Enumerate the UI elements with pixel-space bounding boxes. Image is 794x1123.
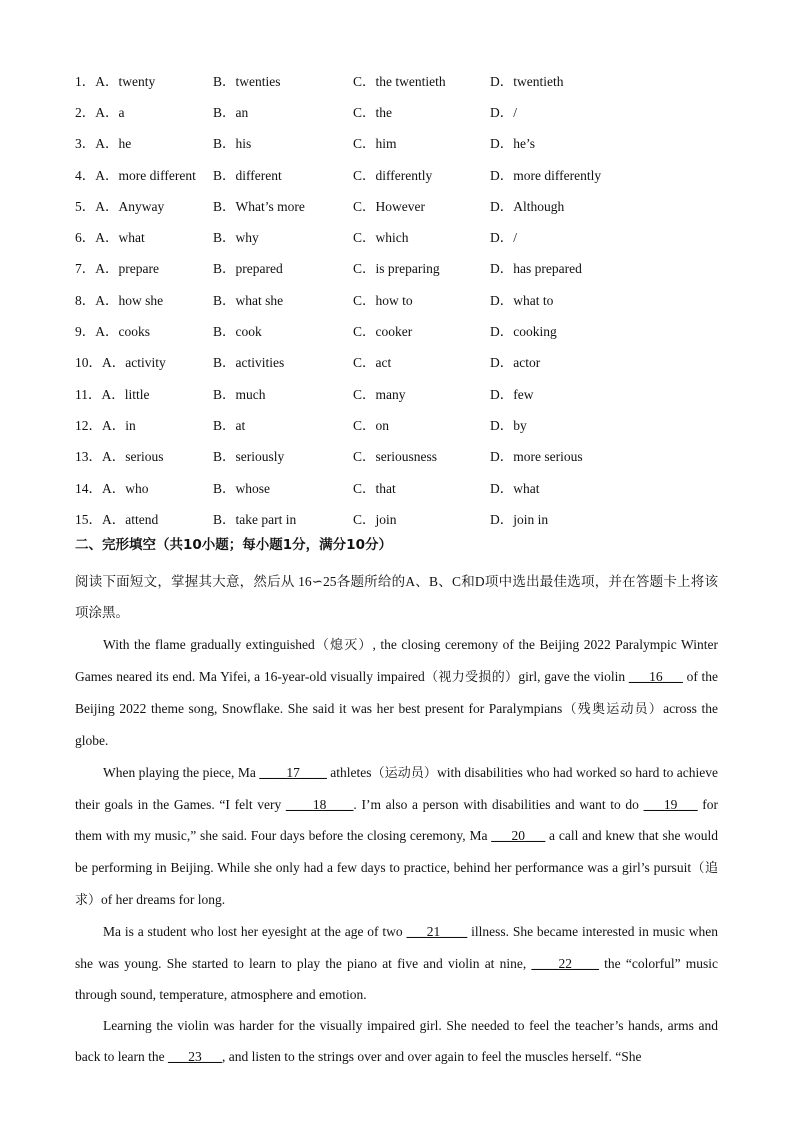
option-d-text: D．more differently <box>490 167 602 183</box>
passage-paragraph-1: With the flame gradually extinguished（熄灭）, the closing ceremony of the Beijing 2022 Paralympic Winter Games neared its end. Ma Yifei, a 16-year-old visually impaired（视力受损的）girl, gave the violin ___16___ of the Beijing 2022 theme song, Snowflake. She said it was her best present for Paralympians（残奥运动员）across the globe. <box>75 636 719 749</box>
option-d <box>490 414 650 434</box>
question-number: 3． <box>75 136 96 152</box>
blank-18: ____18____ <box>285 797 354 813</box>
option-a-text: A．how she <box>95 292 164 308</box>
option-c <box>353 257 490 277</box>
option-c-text: C．seriousness <box>353 449 437 465</box>
option-a <box>75 195 213 215</box>
option-b <box>213 257 353 277</box>
question-number: 12． <box>75 417 102 433</box>
option-c-text: C．act <box>353 355 392 371</box>
option-b-text: B．much <box>213 386 266 402</box>
option-c-text: C．differently <box>353 167 433 183</box>
option-a <box>75 257 213 277</box>
option-b <box>213 101 353 121</box>
option-d-text: D．actor <box>490 355 541 371</box>
option-a-text: A．activity <box>102 355 166 371</box>
option-c <box>353 101 490 121</box>
blank-21: ___21____ <box>406 924 468 940</box>
option-b <box>213 414 353 434</box>
question-row <box>75 127 650 158</box>
option-b <box>213 351 353 371</box>
option-c <box>353 289 490 309</box>
option-a-text: A．in <box>102 417 136 433</box>
question-row <box>75 189 650 220</box>
option-d <box>490 226 650 246</box>
option-d-text: D．by <box>490 417 527 433</box>
option-c-text: C．However <box>353 198 425 214</box>
option-c <box>353 320 490 340</box>
question-number: 9． <box>75 324 96 340</box>
passage-paragraph-4: Learning the violin was harder for the visually impaired girl. She needed to feel the teacher’s hands, arms and back to learn the ___23___, and listen to the strings over and over again to feel the muscles herself. “She <box>75 1018 718 1065</box>
option-a <box>75 164 213 184</box>
option-b <box>213 226 353 246</box>
option-b <box>213 445 353 465</box>
question-number: 5． <box>75 198 96 214</box>
question-number: 7． <box>75 261 96 277</box>
option-d <box>490 101 650 121</box>
option-d <box>490 164 650 184</box>
option-d-text: D．what <box>490 480 540 496</box>
option-b-text: B．at <box>213 417 246 433</box>
option-b-text: B．whose <box>213 480 270 496</box>
option-b-text: B．cook <box>213 324 262 340</box>
option-c-text: C．that <box>353 480 396 496</box>
instructions: 阅读下面短文，掌握其大意，然后从 16∽25各题所给的A、B、C和D项中选出最佳选项，并在答题卡上将该项涂黑。 <box>75 574 718 621</box>
question-row <box>75 158 650 189</box>
option-c <box>353 508 490 528</box>
cloze-section <box>75 566 718 1073</box>
question-row <box>75 408 650 439</box>
option-d-text: D．what to <box>490 292 554 308</box>
passage-paragraph-3: Ma is a student who lost her eyesight at the age of two ___21____ illness. She became interested in music when she was young. She started to learn to play the piano at five and violin at nine, ____22____ the “colorful” music through sound, temperature, atmosphere and emotion. <box>75 924 719 1002</box>
option-a-text: A．who <box>102 480 149 496</box>
option-d <box>490 257 650 277</box>
option-b <box>213 70 353 90</box>
option-b <box>213 195 353 215</box>
options-table <box>75 64 650 533</box>
option-c-text: C．which <box>353 230 409 246</box>
option-d <box>490 289 650 309</box>
option-d-text: D．Although <box>490 198 565 214</box>
question-number: 11． <box>75 386 102 402</box>
option-b-text: B．take part in <box>213 511 297 527</box>
blank-17: ____17____ <box>259 764 327 780</box>
option-c <box>353 70 490 90</box>
question-row <box>75 314 650 345</box>
question-row <box>75 283 650 314</box>
option-d-text: D．more serious <box>490 449 583 465</box>
option-a-text: A．a <box>95 104 125 120</box>
option-b-text: B．twenties <box>213 73 281 89</box>
option-a-text: A．twenty <box>95 73 156 89</box>
option-a <box>75 508 213 528</box>
option-c <box>353 477 490 497</box>
option-d-text: D．twentieth <box>490 73 564 89</box>
blank-23: ___23___ <box>167 1049 222 1065</box>
option-c-text: C．is preparing <box>353 261 440 277</box>
option-b <box>213 508 353 528</box>
option-d <box>490 70 650 90</box>
option-d <box>490 383 650 403</box>
option-c <box>353 132 490 152</box>
question-row <box>75 252 650 283</box>
option-a <box>75 414 213 434</box>
blank-20: ___20___ <box>491 828 546 844</box>
question-row <box>75 502 650 533</box>
question-row <box>75 346 650 377</box>
option-c-text: C．cooker <box>353 324 413 340</box>
option-a <box>75 101 213 121</box>
option-c-text: C．the <box>353 104 392 120</box>
option-a-text: A．cooks <box>95 324 150 340</box>
option-a <box>75 477 213 497</box>
question-number: 15． <box>75 511 102 527</box>
option-b-text: B．seriously <box>213 449 285 465</box>
question-number: 4． <box>75 167 96 183</box>
option-a <box>75 132 213 152</box>
section-title: 二、完形填空（共10小题；每小题1分，满分10分） <box>75 537 392 553</box>
option-a <box>75 70 213 90</box>
question-row <box>75 440 650 471</box>
option-b <box>213 132 353 152</box>
option-c <box>353 414 490 434</box>
option-b <box>213 477 353 497</box>
question-number: 6． <box>75 230 96 246</box>
option-b-text: B．different <box>213 167 282 183</box>
option-c-text: C．him <box>353 136 397 152</box>
option-d-text: D．he’s <box>490 136 535 152</box>
question-row <box>75 377 650 408</box>
option-d <box>490 445 650 465</box>
question-number: 8． <box>75 292 96 308</box>
option-b-text: B．prepared <box>213 261 283 277</box>
option-d-text: D．join in <box>490 511 549 527</box>
question-row <box>75 471 650 502</box>
option-b-text: B．an <box>213 104 249 120</box>
option-a <box>75 445 213 465</box>
option-c <box>353 195 490 215</box>
option-b <box>213 164 353 184</box>
passage-paragraph-2: When playing the piece, Ma ____17____ athletes（运动员）with disabilities who had worked so hard to achieve their goals in the Games. “I felt very ____18____. I’m also a person with disabilities and want to do ___19___ for them with my music,” she said. Four days before the closing ceremony, Ma ___20___ a call and knew that she would be performing in Beijing. While she only had a few days to practice, behind her performance was a girl’s pursuit（追求）of her dreams for long. <box>75 764 719 908</box>
question-number: 1． <box>75 73 96 89</box>
option-b <box>213 289 353 309</box>
option-d <box>490 508 650 528</box>
option-b-text: B．What’s more <box>213 198 305 214</box>
option-b <box>213 320 353 340</box>
option-c-text: C．how to <box>353 292 413 308</box>
option-d <box>490 477 650 497</box>
option-d-text: D．few <box>490 386 534 402</box>
option-c-text: C．the twentieth <box>353 73 446 89</box>
option-d <box>490 132 650 152</box>
option-d-text: D．/ <box>490 104 517 120</box>
blank-19: ___19___ <box>643 797 698 813</box>
option-d-text: D．/ <box>490 230 517 246</box>
option-c-text: C．many <box>353 386 406 402</box>
option-a-text: A．Anyway <box>95 198 165 214</box>
option-d-text: D．has prepared <box>490 261 582 277</box>
option-b-text: B．activities <box>213 355 285 371</box>
question-number: 10． <box>75 355 102 371</box>
option-a-text: A．prepare <box>95 261 159 277</box>
option-a-text: A．more different <box>95 167 196 183</box>
question-number: 2． <box>75 104 96 120</box>
option-b-text: B．his <box>213 136 252 152</box>
option-d <box>490 351 650 371</box>
option-a <box>75 226 213 246</box>
option-a-text: A．attend <box>102 511 159 527</box>
question-number: 14． <box>75 480 102 496</box>
option-c <box>353 351 490 371</box>
option-a <box>75 351 213 371</box>
option-c <box>353 383 490 403</box>
question-row <box>75 220 650 251</box>
option-b <box>213 383 353 403</box>
option-a-text: A．serious <box>102 449 164 465</box>
option-c <box>353 445 490 465</box>
question-number: 13． <box>75 449 102 465</box>
option-a <box>75 383 213 403</box>
blank-16: ___16___ <box>628 668 683 684</box>
option-b-text: B．why <box>213 230 259 246</box>
option-c <box>353 164 490 184</box>
option-c-text: C．join <box>353 511 397 527</box>
option-a-text: A．what <box>95 230 145 246</box>
question-row <box>75 64 650 95</box>
question-row <box>75 95 650 126</box>
blank-22: ____22____ <box>531 955 599 971</box>
option-a <box>75 320 213 340</box>
option-d <box>490 195 650 215</box>
option-d <box>490 320 650 340</box>
option-a-text: A．he <box>95 136 132 152</box>
option-a-text: A．little <box>101 386 150 402</box>
option-d-text: D．cooking <box>490 324 557 340</box>
option-a <box>75 289 213 309</box>
option-c <box>353 226 490 246</box>
option-b-text: B．what she <box>213 292 284 308</box>
option-c-text: C．on <box>353 417 390 433</box>
